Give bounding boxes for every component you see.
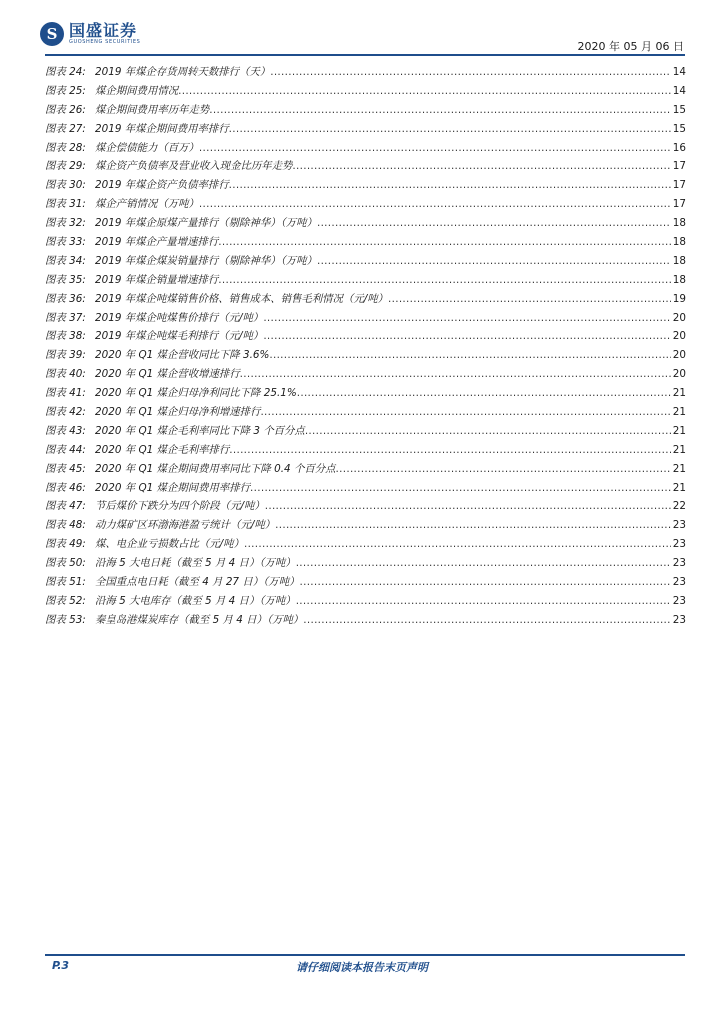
- toc-entry[interactable]: [45, 479, 686, 498]
- toc-dot-leader: [229, 444, 671, 456]
- toc-entry-label: 图表 41:: [45, 387, 86, 400]
- toc-entry-title: 2020 年 Q1 煤企期间费用率同比下降 0.4 个百分点: [95, 462, 336, 475]
- toc-dot-leader: [388, 293, 671, 305]
- toc-dot-leader: [305, 425, 671, 437]
- brand-logo: [40, 22, 140, 46]
- page-header: [0, 0, 724, 60]
- toc-entry-label: 图表 42:: [45, 406, 86, 419]
- toc-entry[interactable]: [45, 233, 686, 252]
- toc-entry-page: 23: [672, 557, 686, 570]
- toc-entry-page: 20: [672, 311, 686, 324]
- toc-entry-page: 22: [672, 500, 686, 513]
- toc-entry-label: 图表 28:: [45, 141, 86, 154]
- toc-entry[interactable]: [45, 611, 686, 630]
- toc-entry-label: 图表 34:: [45, 254, 86, 267]
- header-rule: [45, 54, 685, 56]
- toc-entry-label: 图表 47:: [45, 500, 86, 513]
- toc-entry-title: 2020 年 Q1 煤企归母净利增速排行: [95, 406, 261, 419]
- toc-entry-page: 16: [672, 141, 686, 154]
- toc-dot-leader: [265, 500, 671, 512]
- toc-entry[interactable]: [45, 554, 686, 573]
- toc-entry-title: 2020 年 Q1 煤企毛利率同比下降 3 个百分点: [95, 424, 305, 437]
- toc-entry-label: 图表 32:: [45, 217, 86, 230]
- toc-entry-label: 图表 38:: [45, 330, 86, 343]
- toc-entry-title: 煤企期间费用率历年走势: [95, 103, 210, 116]
- toc-entry-page: 15: [672, 122, 686, 135]
- toc-entry[interactable]: [45, 120, 686, 139]
- toc-dot-leader: [218, 274, 671, 286]
- toc-entry-label: 图表 52:: [45, 594, 86, 607]
- toc-entry-title: 2019 年煤企原煤产量排行（剔除神华）（万吨）: [95, 217, 317, 230]
- toc-dot-leader: [260, 406, 670, 418]
- toc-entry-page: 23: [672, 594, 686, 607]
- toc-entry[interactable]: [45, 157, 686, 176]
- brand-name: 国盛证券: [69, 21, 138, 40]
- toc-entry-page: 18: [672, 273, 686, 286]
- toc-dot-leader: [178, 85, 671, 97]
- toc-entry-label: 图表 25:: [45, 84, 86, 97]
- toc-dot-leader: [199, 198, 671, 210]
- toc-entry[interactable]: [45, 460, 686, 479]
- toc-entry-page: 17: [672, 179, 686, 192]
- toc-entry-page: 18: [672, 236, 686, 249]
- toc-dot-leader: [297, 387, 671, 399]
- toc-dot-leader: [218, 236, 671, 248]
- toc-entry-title: 煤企资产负债率及营业收入现金比历年走势: [95, 160, 293, 173]
- toc-dot-leader: [317, 217, 671, 229]
- toc-entry-title: 2019 年煤企销量增速排行: [95, 273, 219, 286]
- toc-dot-leader: [270, 66, 671, 78]
- toc-dot-leader: [250, 482, 671, 494]
- toc-entry-title: 沿海 5 大电库存（截至 5 月 4 日）（万吨）: [95, 594, 296, 607]
- toc-entry-label: 图表 51:: [45, 576, 86, 589]
- toc-dot-leader: [292, 160, 670, 172]
- toc-entry-page: 21: [672, 443, 686, 456]
- figure-list: [45, 63, 686, 630]
- toc-entry-label: 图表 45:: [45, 462, 86, 475]
- toc-entry-label: 图表 48:: [45, 519, 86, 532]
- toc-entry[interactable]: [45, 271, 686, 290]
- toc-entry-label: 图表 24:: [45, 66, 86, 78]
- toc-entry-title: 全国重点电日耗（截至 4 月 27 日）（万吨）: [95, 576, 300, 589]
- toc-entry-title: 秦皇岛港煤炭库存（截至 5 月 4 日）（万吨）: [95, 613, 304, 626]
- toc-entry-title: 2019 年煤企期间费用率排行: [95, 122, 229, 135]
- page-number: P.3: [52, 959, 70, 972]
- toc-entry[interactable]: [45, 441, 686, 460]
- toc-entry-title: 煤企偿债能力（百万）: [95, 141, 199, 154]
- toc-entry-label: 图表 29:: [45, 160, 86, 173]
- toc-entry[interactable]: [45, 82, 686, 101]
- toc-entry[interactable]: [45, 327, 686, 346]
- toc-entry[interactable]: [45, 214, 686, 233]
- toc-entry[interactable]: [45, 290, 686, 309]
- toc-entry-label: 图表 43:: [45, 424, 86, 437]
- toc-entry-label: 图表 49:: [45, 538, 86, 551]
- toc-entry[interactable]: [45, 365, 686, 384]
- toc-entry-label: 图表 36:: [45, 292, 86, 305]
- toc-entry-label: 图表 27:: [45, 122, 86, 135]
- toc-entry-page: 19: [672, 292, 686, 305]
- toc-entry-label: 图表 39:: [45, 349, 86, 362]
- toc-entry-label: 图表 37:: [45, 311, 86, 324]
- report-date: 2020 年 05 月 06 日: [577, 40, 684, 53]
- toc-entry-label: 图表 31:: [45, 198, 86, 211]
- toc-entry-label: 图表 30:: [45, 179, 86, 192]
- toc-entry[interactable]: [45, 139, 686, 158]
- toc-entry-label: 图表 53:: [45, 613, 86, 626]
- toc-entry-page: 20: [672, 368, 686, 381]
- toc-entry-title: 沿海 5 大电日耗（截至 5 月 4 日）（万吨）: [95, 557, 296, 570]
- toc-entry-title: 煤企期间费用情况: [95, 84, 179, 97]
- toc-entry-page: 23: [672, 519, 686, 532]
- toc-entry[interactable]: [45, 63, 686, 82]
- toc-dot-leader: [229, 179, 671, 191]
- toc-entry[interactable]: [45, 497, 686, 516]
- toc-entry[interactable]: [45, 592, 686, 611]
- toc-dot-leader: [269, 349, 670, 361]
- toc-entry[interactable]: [45, 573, 686, 592]
- toc-dot-leader: [244, 538, 671, 550]
- toc-dot-leader: [317, 255, 671, 267]
- toc-entry[interactable]: [45, 384, 686, 403]
- toc-entry-title: 节后煤价下跌分为四个阶段（元/吨）: [95, 500, 265, 513]
- toc-entry-page: 20: [672, 349, 686, 362]
- toc-dot-leader: [296, 595, 671, 607]
- toc-entry-title: 2019 年煤企产量增速排行: [95, 236, 219, 249]
- toc-entry[interactable]: [45, 516, 686, 535]
- toc-dot-leader: [296, 557, 671, 569]
- toc-entry-title: 2019 年煤企吨煤销售价格、销售成本、销售毛利情况（元/吨）: [95, 292, 389, 305]
- toc-entry-title: 2020 年 Q1 煤企营收增速排行: [95, 368, 240, 381]
- toc-entry-page: 18: [672, 254, 686, 267]
- toc-entry-page: 21: [672, 387, 686, 400]
- toc-entry[interactable]: [45, 535, 686, 554]
- toc-dot-leader: [336, 463, 671, 475]
- toc-entry-page: 21: [672, 462, 686, 475]
- brand-subtitle: GUOSHENG SECURITIES: [69, 39, 141, 45]
- toc-entry[interactable]: [45, 422, 686, 441]
- toc-entry-label: 图表 44:: [45, 443, 86, 456]
- toc-entry-title: 2019 年煤企存货周转天数排行（天）: [95, 66, 271, 78]
- toc-dot-leader: [303, 614, 671, 626]
- toc-entry-title: 煤企产销情况（万吨）: [95, 198, 199, 211]
- toc-entry-label: 图表 33:: [45, 236, 86, 249]
- toc-entry-page: 21: [672, 424, 686, 437]
- toc-entry-page: 21: [672, 406, 686, 419]
- toc-entry-page: 23: [672, 538, 686, 551]
- toc-entry-page: 17: [672, 198, 686, 211]
- toc-entry-page: 21: [672, 481, 686, 494]
- toc-entry[interactable]: [45, 309, 686, 328]
- toc-entry[interactable]: [45, 252, 686, 271]
- toc-entry-title: 动力煤矿区环渤海港盈亏统计（元/吨）: [95, 519, 276, 532]
- toc-entry-title: 2020 年 Q1 煤企毛利率排行: [95, 443, 230, 456]
- toc-entry-page: 18: [672, 217, 686, 230]
- toc-entry-page: 20: [672, 330, 686, 343]
- toc-dot-leader: [299, 576, 670, 588]
- toc-entry[interactable]: [45, 346, 686, 365]
- toc-entry-title: 2019 年煤企吨煤毛利排行（元/吨）: [95, 330, 264, 343]
- toc-entry-page: 14: [672, 84, 686, 97]
- toc-entry-title: 2020 年 Q1 煤企期间费用率排行: [95, 481, 251, 494]
- toc-dot-leader: [263, 330, 670, 342]
- toc-dot-leader: [209, 104, 670, 116]
- toc-entry-title: 2020 年 Q1 煤企归母净利同比下降 25.1%: [95, 387, 297, 400]
- brand-logo-icon: S: [40, 22, 64, 46]
- toc-entry-label: 图表 50:: [45, 557, 86, 570]
- toc-dot-leader: [263, 312, 670, 324]
- toc-entry-page: 23: [672, 576, 686, 589]
- toc-entry[interactable]: [45, 403, 686, 422]
- toc-dot-leader: [275, 519, 671, 531]
- toc-entry-label: 图表 26:: [45, 103, 86, 116]
- toc-dot-leader: [240, 368, 671, 380]
- toc-entry[interactable]: [45, 176, 686, 195]
- toc-entry[interactable]: [45, 101, 686, 120]
- toc-entry-title: 2020 年 Q1 煤企营收同比下降 3.6%: [95, 349, 270, 362]
- toc-entry-title: 2019 年煤企吨煤售价排行（元/吨）: [95, 311, 264, 324]
- disclaimer-note: 请仔细阅读本报告末页声明: [296, 961, 428, 974]
- toc-entry-title: 2019 年煤企煤炭销量排行（剔除神华）（万吨）: [95, 254, 317, 267]
- toc-dot-leader: [229, 123, 671, 135]
- toc-entry-title: 煤、电企业亏损数占比（元/吨）: [95, 538, 244, 551]
- toc-entry-page: 14: [672, 66, 686, 78]
- toc-entry[interactable]: [45, 195, 686, 214]
- toc-entry-label: 图表 46:: [45, 481, 86, 494]
- toc-entry-title: 2019 年煤企资产负债率排行: [95, 179, 229, 192]
- toc-entry-label: 图表 40:: [45, 368, 86, 381]
- toc-entry-page: 23: [672, 613, 686, 626]
- toc-entry-label: 图表 35:: [45, 273, 86, 286]
- toc-dot-leader: [199, 142, 671, 154]
- toc-entry-page: 17: [672, 160, 686, 173]
- footer-rule: [45, 954, 685, 956]
- toc-entry-page: 15: [672, 103, 686, 116]
